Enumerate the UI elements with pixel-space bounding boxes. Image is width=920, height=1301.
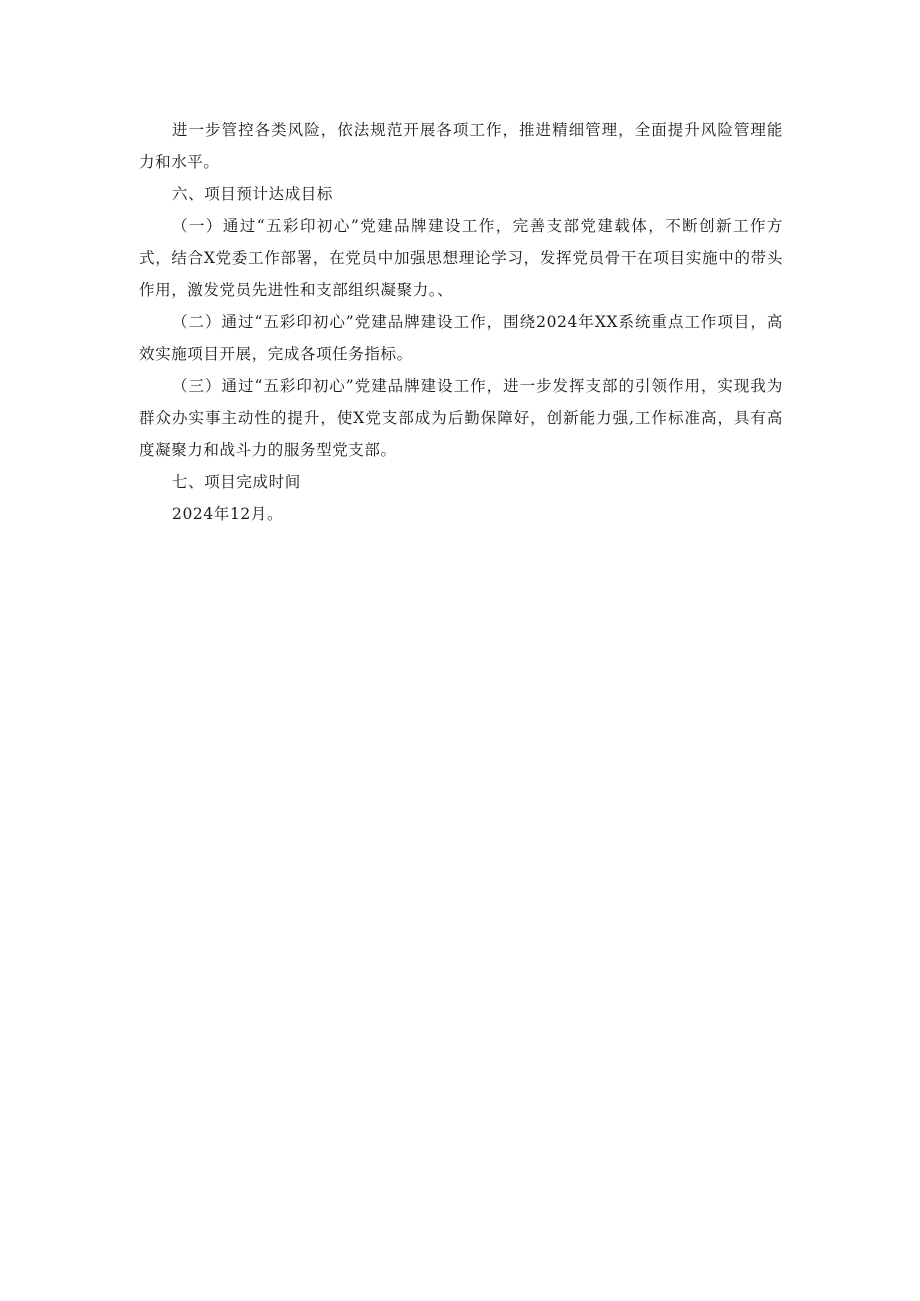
paragraph-goal-1: （一）通过“五彩印初心”党建品牌建设工作，完善支部党建载体，不断创新工作方式，结合X党委工作部署，在党员中加强思想理论学习，发挥党员骨干在项目实施中的带头作用，激发党员先进性和支部组织凝聚力。、: [139, 217, 783, 299]
section-heading-completion-time: 七、项目完成时间: [172, 473, 301, 491]
paragraph-goal-3: （三）通过“五彩印初心”党建品牌建设工作，进一步发挥支部的引领作用，实现我为群众办实事主动性的提升，使X党支部成为后勤保障好，创新能力强,工作标准高，具有高度凝聚力和战斗力的服务型党支部。: [139, 377, 783, 459]
document-body: [139, 114, 783, 530]
section-heading-goals: 六、项目预计达成目标: [172, 185, 334, 203]
paragraph-goal-2: （二）通过“五彩印初心”党建品牌建设工作，围绕2024年XX系统重点工作项目，高效实施项目开展，完成各项任务指标。: [139, 313, 783, 363]
paragraph-risk-management: 进一步管控各类风险，依法规范开展各项工作，推进精细管理，全面提升风险管理能力和水平。: [139, 121, 783, 171]
paragraph-completion-date: 2024年12月。: [172, 505, 284, 523]
